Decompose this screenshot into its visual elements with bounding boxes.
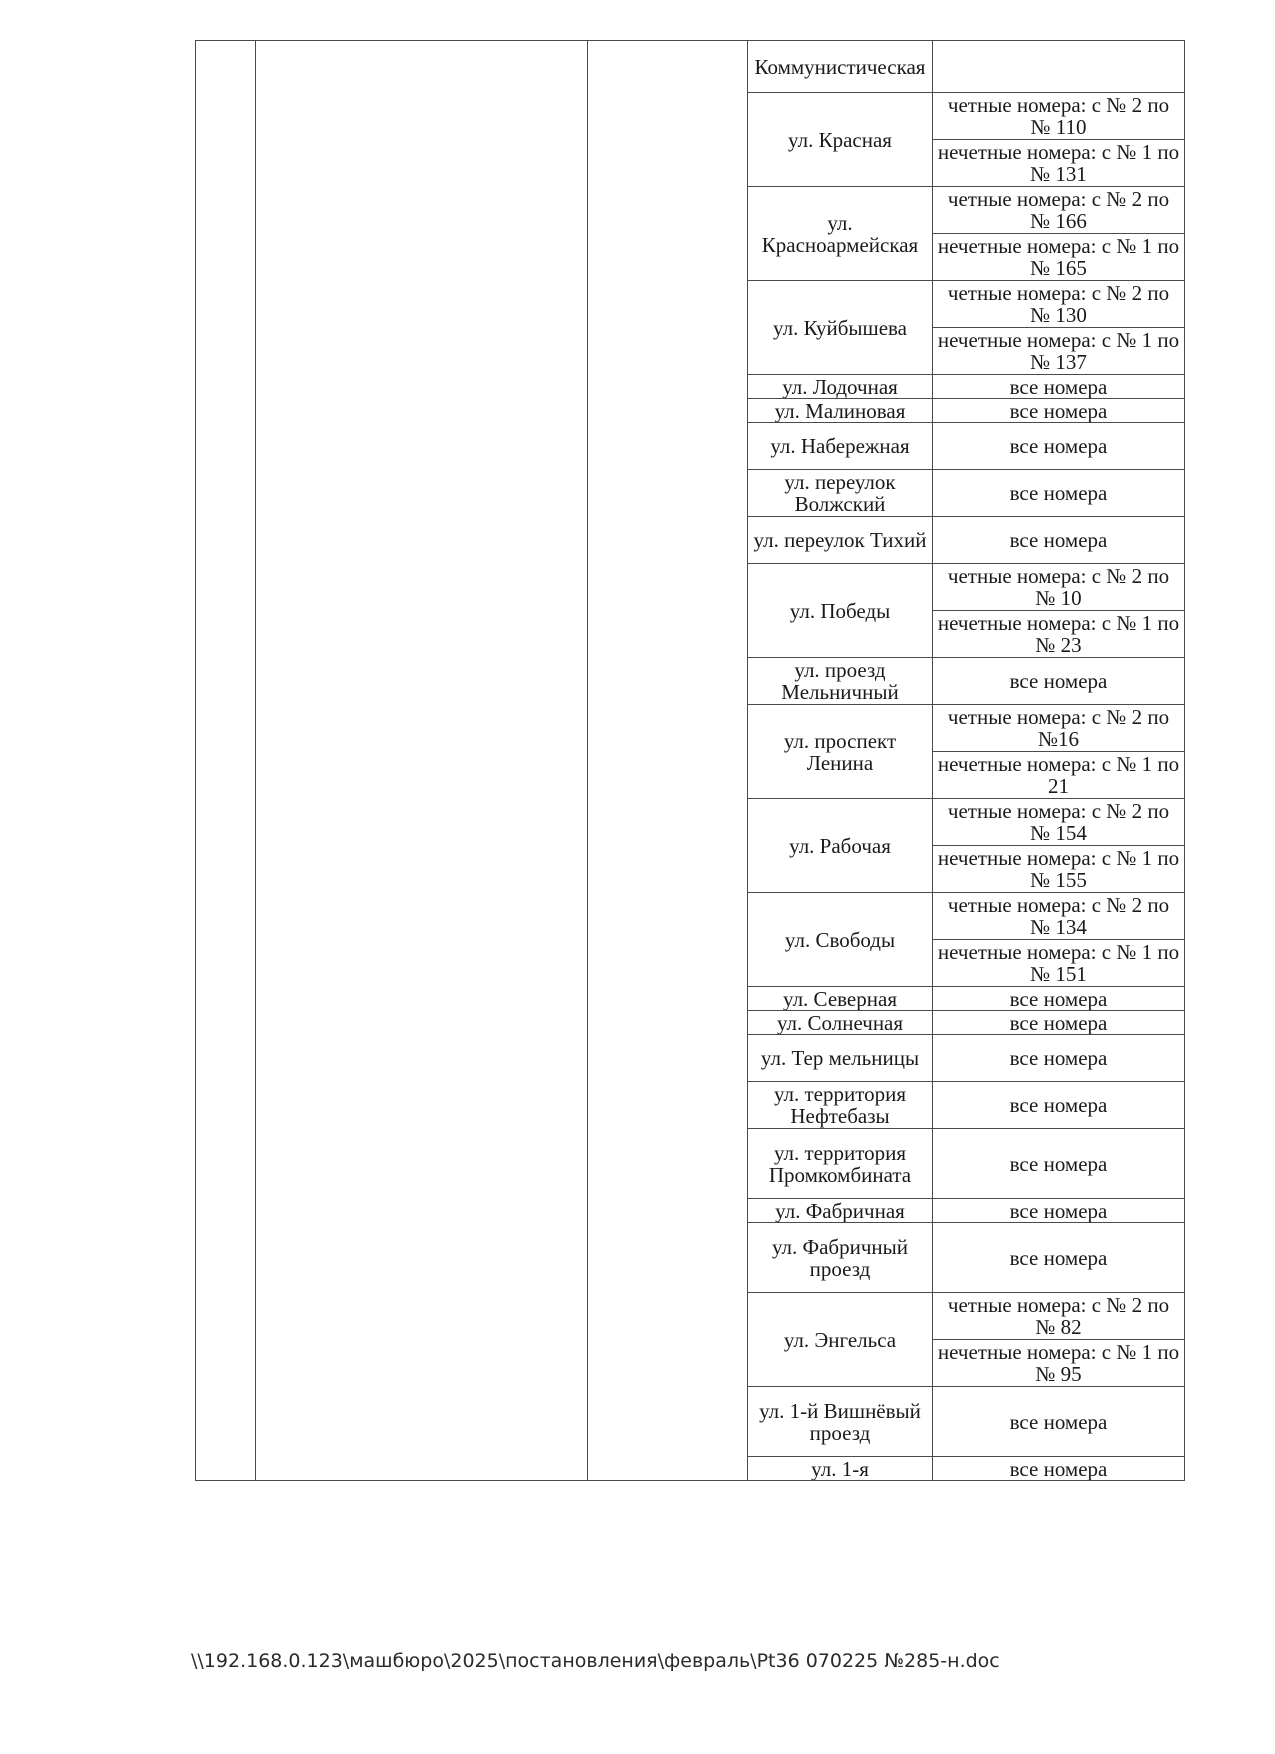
document-path-footer: \\192.168.0.123\машбюро\2025\постановления\февраль\Pt36 070225 №285-н.doc <box>191 1650 1000 1672</box>
street-name-cell: ул. территория Промкомбината <box>748 1129 933 1199</box>
house-numbers-cell: четные номера: с № 2 по № 130 <box>933 281 1185 328</box>
street-name-cell: ул. переулок Волжский <box>748 470 933 517</box>
street-name-cell: ул. Набережная <box>748 423 933 470</box>
street-name-cell: ул. Куйбышева <box>748 281 933 375</box>
house-numbers-cell: нечетные номера: с № 1 по № 137 <box>933 328 1185 375</box>
house-numbers-cell: все номера <box>933 1082 1185 1129</box>
house-numbers-cell: все номера <box>933 1011 1185 1035</box>
blank-col-1 <box>196 41 256 1481</box>
house-numbers-cell: все номера <box>933 1129 1185 1199</box>
house-numbers-cell: четные номера: с № 2 по № 10 <box>933 564 1185 611</box>
street-name-cell: ул. Фабричная <box>748 1199 933 1223</box>
house-numbers-cell: нечетные номера: с № 1 по № 151 <box>933 940 1185 987</box>
street-name-cell: ул. 1-й Вишнёвый проезд <box>748 1387 933 1457</box>
house-numbers-cell: все номера <box>933 987 1185 1011</box>
house-numbers-cell: четные номера: с № 2 по № 82 <box>933 1293 1185 1340</box>
street-name-cell: ул. Рабочая <box>748 799 933 893</box>
house-numbers-cell: все номера <box>933 375 1185 399</box>
house-numbers-cell: все номера <box>933 399 1185 423</box>
street-name-cell: Коммунистическая <box>748 41 933 93</box>
street-name-cell: ул. 1-я <box>748 1457 933 1481</box>
street-name-cell: ул. Свободы <box>748 893 933 987</box>
street-name-cell: ул. Красная <box>748 93 933 187</box>
street-name-cell: ул. Энгельса <box>748 1293 933 1387</box>
house-numbers-cell: все номера <box>933 1387 1185 1457</box>
street-name-cell: ул. Северная <box>748 987 933 1011</box>
house-numbers-cell: четные номера: с № 2 по №16 <box>933 705 1185 752</box>
blank-col-2 <box>256 41 588 1481</box>
address-table <box>195 40 1185 1481</box>
house-numbers-cell: все номера <box>933 1457 1185 1481</box>
house-numbers-cell: все номера <box>933 1199 1185 1223</box>
blank-col-3 <box>588 41 748 1481</box>
house-numbers-cell: нечетные номера: с № 1 по № 155 <box>933 846 1185 893</box>
house-numbers-cell: все номера <box>933 658 1185 705</box>
house-numbers-cell: нечетные номера: с № 1 по № 95 <box>933 1340 1185 1387</box>
street-name-cell: ул. Малиновая <box>748 399 933 423</box>
street-name-cell: ул. Тер мельницы <box>748 1035 933 1082</box>
house-numbers-cell <box>933 41 1185 93</box>
street-name-cell: ул. Фабричный проезд <box>748 1223 933 1293</box>
street-name-cell: ул. переулок Тихий <box>748 517 933 564</box>
street-name-cell: ул. территория Нефтебазы <box>748 1082 933 1129</box>
house-numbers-cell: четные номера: с № 2 по № 110 <box>933 93 1185 140</box>
street-name-cell: ул. Победы <box>748 564 933 658</box>
house-numbers-cell: все номера <box>933 517 1185 564</box>
house-numbers-cell: все номера <box>933 423 1185 470</box>
house-numbers-cell: четные номера: с № 2 по № 166 <box>933 187 1185 234</box>
house-numbers-cell: нечетные номера: с № 1 по 21 <box>933 752 1185 799</box>
house-numbers-cell: нечетные номера: с № 1 по № 131 <box>933 140 1185 187</box>
street-name-cell: ул. проспект Ленина <box>748 705 933 799</box>
street-name-cell: ул. проезд Мельничный <box>748 658 933 705</box>
street-name-cell: ул. Солнечная <box>748 1011 933 1035</box>
house-numbers-cell: нечетные номера: с № 1 по № 23 <box>933 611 1185 658</box>
house-numbers-cell: все номера <box>933 470 1185 517</box>
table-row <box>196 41 1185 93</box>
address-table-body <box>196 41 1185 1481</box>
street-name-cell: ул. Красноармейская <box>748 187 933 281</box>
house-numbers-cell: все номера <box>933 1223 1185 1293</box>
house-numbers-cell: нечетные номера: с № 1 по № 165 <box>933 234 1185 281</box>
house-numbers-cell: все номера <box>933 1035 1185 1082</box>
house-numbers-cell: четные номера: с № 2 по № 134 <box>933 893 1185 940</box>
house-numbers-cell: четные номера: с № 2 по № 154 <box>933 799 1185 846</box>
street-name-cell: ул. Лодочная <box>748 375 933 399</box>
